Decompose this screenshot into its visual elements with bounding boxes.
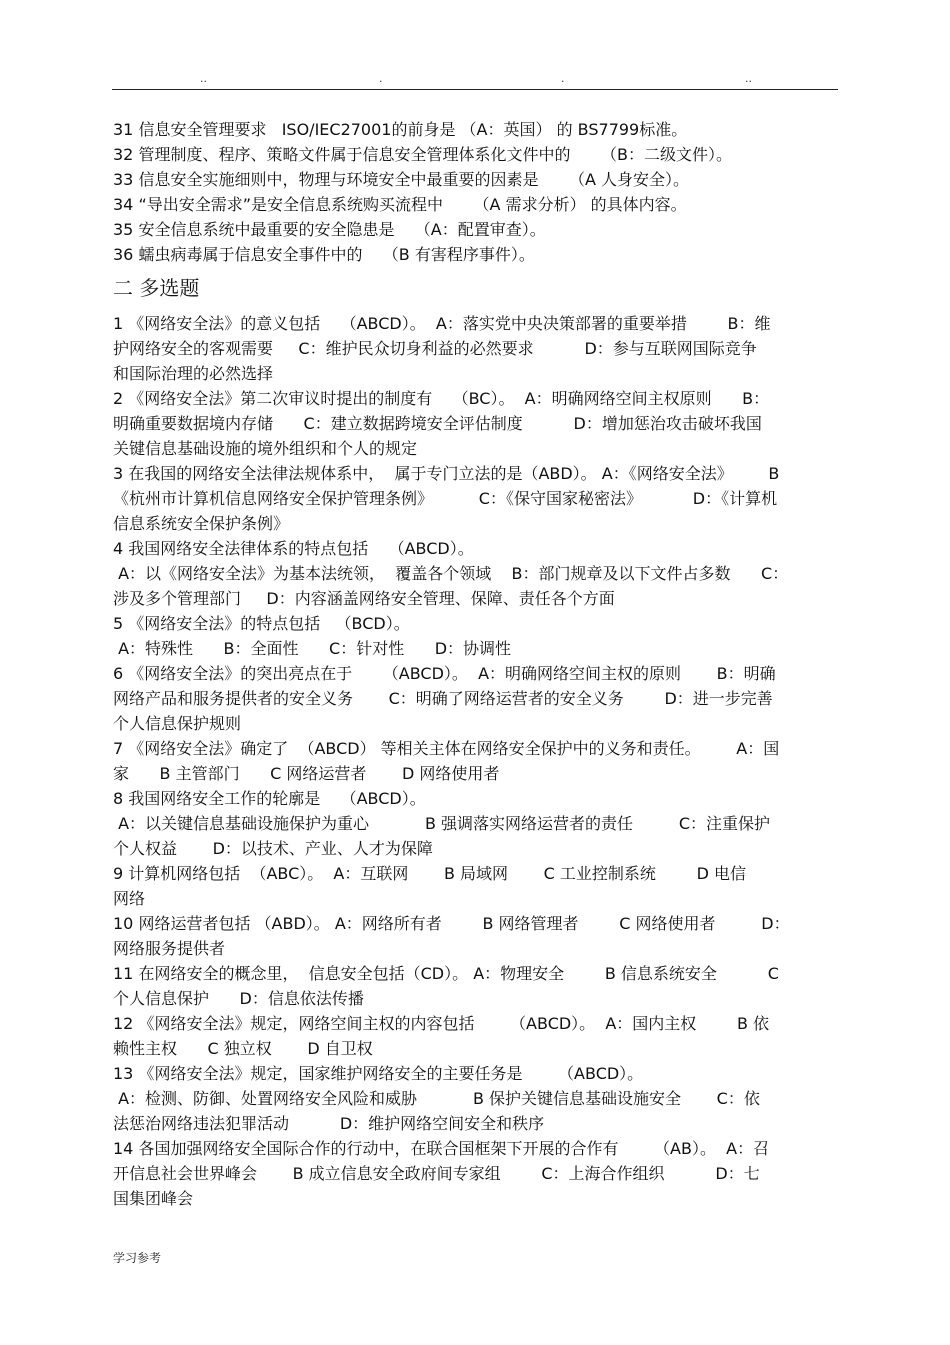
question-line: A：检测、防御、处置网络安全风险和威胁 B 保护关键信息基础设施安全 C：依 — [113, 1089, 760, 1108]
question-line: 和国际治理的必然选择 — [113, 364, 274, 383]
single-choice-list — [113, 117, 840, 267]
question-line: 4 我国网络安全法律体系的特点包括 （ABCD）。 — [113, 539, 474, 558]
question-line: 11 在网络安全的概念里， 信息安全包括（CD）。 A：物理安全 B 信息系统安全 C — [113, 964, 779, 983]
header-rule — [112, 89, 838, 90]
question-line: 网络 — [113, 889, 146, 908]
header-dot: .. — [200, 72, 207, 85]
question-line: 33 信息安全实施细则中，物理与环境安全中最重要的因素是 （A 人身安全）。 — [113, 170, 689, 189]
question-line: 信息系统安全保护条例》 — [113, 514, 290, 533]
question-line: 12 《网络安全法》规定，网络空间主权的内容包括 （ABCD）。 A：国内主权 B 依 — [113, 1014, 770, 1033]
header-dots — [112, 72, 837, 88]
question-line: 法惩治网络违法犯罪活动 D：维护网络空间安全和秩序 — [113, 1114, 545, 1133]
multi-choice-list — [113, 311, 840, 1211]
question-line: 32 管理制度、程序、策略文件属于信息安全管理体系化文件中的 （B：二级文件）。 — [113, 145, 732, 164]
section-title: 二 多选题 — [113, 276, 200, 300]
question-line: 35 安全信息系统中最重要的安全隐患是 （A：配置审查）。 — [113, 220, 546, 239]
question-line: 10 网络运营者包括 （ABD）。 A：网络所有者 B 网络管理者 C 网络使用者 D： — [113, 914, 790, 933]
question-line: 明确重要数据境内存储 C：建立数据跨境安全评估制度 D：增加惩治攻击破坏我国 — [113, 414, 762, 433]
question-line: 国集团峰会 — [113, 1189, 194, 1208]
header-dot: . — [379, 72, 383, 85]
question-line: 关键信息基础设施的境外组织和个人的规定 — [113, 439, 418, 458]
question-line: 8 我国网络安全工作的轮廓是 （ABCD）。 — [113, 789, 426, 808]
question-line: 14 各国加强网络安全国际合作的行动中，在联合国框架下开展的合作有 （AB）。 A：召 — [113, 1139, 770, 1158]
question-line: 5 《网络安全法》的特点包括 （BCD）。 — [113, 614, 410, 633]
question-line: 13 《网络安全法》规定，国家维护网络安全的主要任务是 （ABCD）。 — [113, 1064, 644, 1083]
question-line: 开信息社会世界峰会 B 成立信息安全政府间专家组 C：上海合作组织 D：七 — [113, 1164, 760, 1183]
document-body — [113, 117, 840, 1211]
question-line: A：特殊性 B：全面性 C：针对性 D：协调性 — [113, 639, 512, 658]
question-line: 网络服务提供者 — [113, 939, 226, 958]
question-line: 赖性主权 C 独立权 D 自卫权 — [113, 1039, 373, 1058]
question-line: A：以《网络安全法》为基本法统领， 覆盖各个领域 B：部门规章及以下文件占多数 C： — [113, 564, 789, 583]
question-line: 36 蠕虫病毒属于信息安全事件中的 （B 有害程序事件）。 — [113, 245, 535, 264]
question-line: 1 《网络安全法》的意义包括 （ABCD）。 A：落实党中央决策部署的重要举措 B：维 — [113, 314, 771, 333]
question-line: 个人权益 D：以技术、产业、人才为保障 — [113, 839, 433, 858]
question-line: 《杭州市计算机信息网络安全保护管理条例》 C：《保守国家秘密法》 D：《计算机 — [113, 489, 778, 508]
header-dot: .. — [745, 72, 752, 85]
question-line: 网络产品和服务提供者的安全义务 C：明确了网络运营者的安全义务 D：进一步完善 — [113, 689, 773, 708]
question-line: 31 信息安全管理要求 ISO/IEC27001的前身是 （A：英国） 的 BS7799标准。 — [113, 120, 688, 139]
question-line: 家 B 主管部门 C 网络运营者 D 网络使用者 — [113, 764, 500, 783]
question-line: 2 《网络安全法》第二次审议时提出的制度有 （BC）。 A：明确网络空间主权原则 B： — [113, 389, 770, 408]
question-line: 6 《网络安全法》的突出亮点在于 （ABCD）。 A：明确网络空间主权的原则 B：明确 — [113, 664, 776, 683]
page-footer: 学习参考 — [113, 1251, 162, 1265]
question-line: 护网络安全的客观需要 C：维护民众切身利益的必然要求 D：参与互联网国际竞争 — [113, 339, 757, 358]
question-line: 个人信息保护规则 — [113, 714, 242, 733]
question-line: 3 在我国的网络安全法律法规体系中， 属于专门立法的是（ABD）。 A：《网络安全法》 B — [113, 464, 780, 483]
question-line: 9 计算机网络包括 （ABC）。 A：互联网 B 局域网 C 工业控制系统 D 电信 — [113, 864, 746, 883]
question-line: 个人信息保护 D：信息依法传播 — [113, 989, 364, 1008]
question-line: A：以关键信息基础设施保护为重心 B 强调落实网络运营者的责任 C：注重保护 — [113, 814, 770, 833]
question-line: 涉及多个管理部门 D：内容涵盖网络安全管理、保障、责任各个方面 — [113, 589, 615, 608]
header-dot: . — [561, 72, 565, 85]
question-line: 34 “导出安全需求”是安全信息系统购买流程中 （A 需求分析） 的具体内容。 — [113, 195, 687, 214]
question-line: 7 《网络安全法》确定了 （ABCD） 等相关主体在网络安全保护中的义务和责任。 A：国 — [113, 739, 780, 758]
